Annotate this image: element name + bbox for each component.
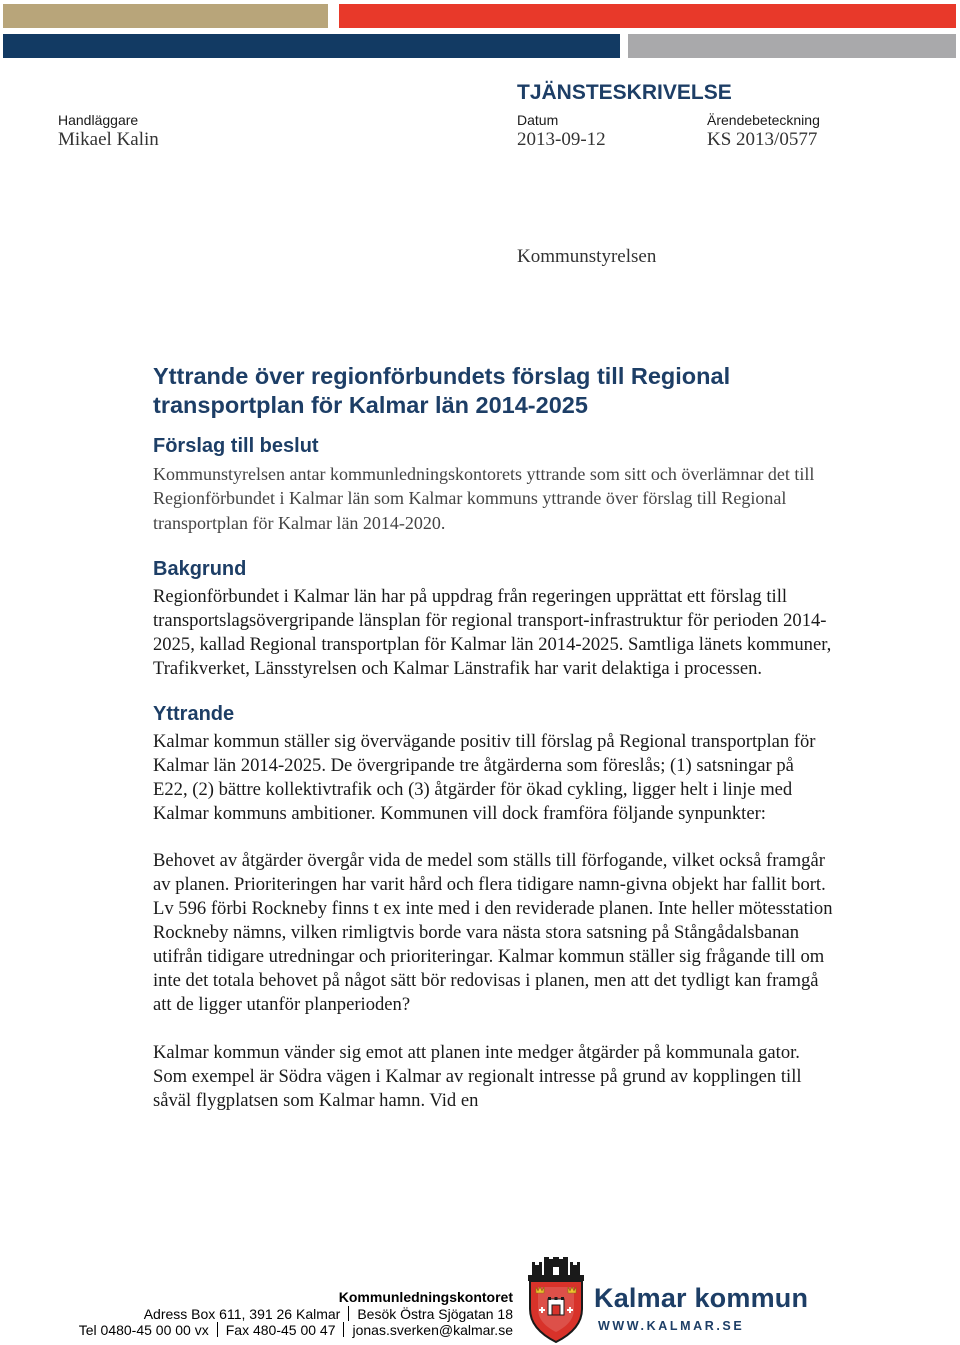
background-heading: Bakgrund bbox=[153, 558, 247, 581]
footer-department: Kommunledningskontoret bbox=[338, 1289, 513, 1305]
header-bar-navy bbox=[3, 34, 620, 58]
date-label: Datum bbox=[517, 112, 559, 128]
footer-phone: Tel 0480-45 00 00 vx bbox=[78, 1322, 209, 1338]
statement-paragraph-2: Behovet av åtgärder övergår vida de medel som ställs till förfogande, vilket också framgår av planen. Prioriteringen har varit hård och flera tidigare namn-givna objekt har fallit bort. Lv 596 förbi Rockneby finns t ex inte med i den reviderade planen. Inte heller mötesstation Rockneby nämns, vilken rimligtvis borde vara nästa stora satsning på Stångådalsbanan utifrån tidigare utredningar och prioriteringar. Kalmar kommun ställer sig frågande till om inte det totala behovet på något sätt bör redovisas i planen, men att det tydligt kan framgå att de ligger utanför planperioden? bbox=[153, 850, 833, 1015]
recipient: Kommunstyrelsen bbox=[517, 246, 657, 267]
date-value: 2013-09-12 bbox=[517, 129, 606, 150]
document-type: TJÄNSTESKRIVELSE bbox=[517, 81, 732, 104]
header-bar-tan bbox=[3, 4, 328, 28]
handler-label: Handläggare bbox=[58, 112, 139, 128]
footer-email[interactable]: jonas.sverken@kalmar.se bbox=[352, 1322, 513, 1338]
document-body bbox=[153, 362, 833, 1113]
footer-address-line bbox=[79, 1306, 513, 1323]
proposal-text: Kommunstyrelsen antar kommunledningskontorets yttrande som sitt och överlämnar det till Regionförbundet i Kalmar län som Kalmar kommuns yttrande över förslag till Regional transportplan för Kalmar län 2014-2020. bbox=[153, 464, 815, 533]
proposal-heading: Förslag till beslut bbox=[153, 435, 319, 457]
background-text: Regionförbundet i Kalmar län har på uppdrag från regeringen upprättat ett förslag till transportslagsövergripande länsplan för regional transport-infrastruktur för perioden 2014-2025, kallad Regional transportplan för Kalmar län 2014-2025. Samtliga länets kommuner, Trafikverket, Länsstyrelsen och Kalmar Länstrafik har varit delaktiga i processen. bbox=[153, 586, 832, 679]
title-line-2: transportplan för Kalmar län 2014-2025 bbox=[153, 392, 588, 418]
header-bar-red bbox=[339, 4, 956, 28]
case-label: Ärendebeteckning bbox=[707, 112, 820, 128]
footer-phone-line bbox=[79, 1322, 513, 1339]
footer-separator bbox=[343, 1322, 344, 1337]
footer-fax: Fax 480-45 00 47 bbox=[225, 1322, 336, 1338]
title-line-1: Yttrande över regionförbundets förslag till Regional bbox=[153, 363, 731, 389]
kalmar-castle-shield-icon bbox=[526, 1257, 586, 1343]
header-bar-gray bbox=[628, 34, 956, 58]
logo-url[interactable]: WWW.KALMAR.SE bbox=[598, 1319, 745, 1333]
case-number: KS 2013/0577 bbox=[707, 129, 818, 150]
handler-name: Mikael Kalin bbox=[58, 129, 159, 150]
footer-contact bbox=[79, 1289, 513, 1339]
document-title bbox=[153, 362, 833, 420]
footer-separator bbox=[217, 1322, 218, 1337]
footer-separator bbox=[348, 1306, 349, 1321]
footer-address: Adress Box 611, 391 26 Kalmar bbox=[143, 1305, 341, 1322]
statement-paragraph-1: Kalmar kommun ställer sig övervägande positiv till förslag på Regional transportplan för Kalmar län 2014-2025. De övergripande tre åtgärderna som föreslås; (1) satsningar på E22, (2) bättre kollektivtrafik och (3) åtgärder för ökad cykling, ligger helt i linje med Kalmar kommuns ambitioner. Kommunen vill dock framföra följande synpunkter: bbox=[153, 730, 816, 824]
statement-paragraph-3: Kalmar kommun vänder sig emot att planen inte medger åtgärder på kommunala gator. Som exempel är Södra vägen i Kalmar av regionalt intresse på grund av kopplingen till såväl flygplatsen som Kalmar hamn. Vid en bbox=[153, 1041, 802, 1111]
logo-name: Kalmar kommun bbox=[594, 1283, 809, 1313]
footer-visit: Besök Östra Sjögatan 18 bbox=[357, 1305, 513, 1322]
statement-heading: Yttrande bbox=[153, 702, 235, 725]
